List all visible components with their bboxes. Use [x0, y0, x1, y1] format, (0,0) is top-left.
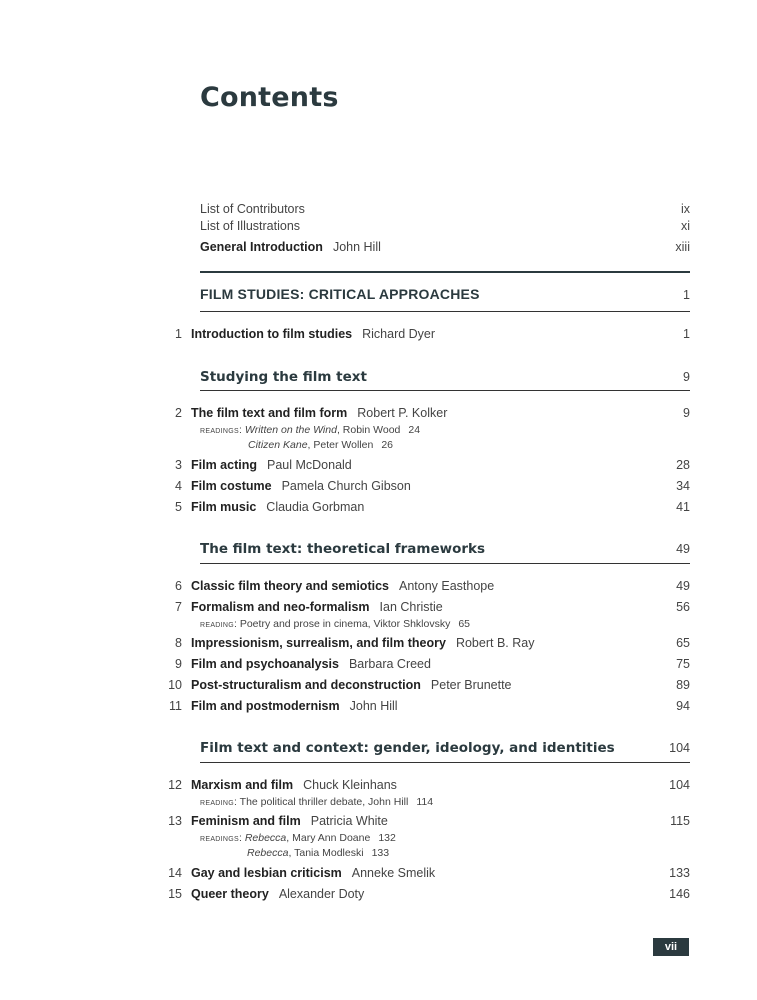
chapter-number: 15	[168, 887, 182, 901]
chapter-author: Richard Dyer	[362, 327, 436, 341]
chapter-number: 9	[175, 657, 182, 671]
readings-label: readings	[200, 832, 239, 844]
toc-entry-contributors[interactable]	[160, 202, 690, 216]
reading-author: Robin Wood	[342, 424, 401, 436]
toc-chapter-7[interactable]	[160, 600, 690, 614]
toc-chapter-2[interactable]	[160, 406, 690, 420]
toc-chapter-11[interactable]	[160, 699, 690, 713]
chapter-title: Film costume	[191, 479, 272, 493]
reading-label: reading	[200, 618, 234, 630]
reading-page-number: 132	[378, 832, 396, 844]
chapter-title: Film music	[191, 500, 257, 514]
chapter-number: 6	[175, 579, 182, 593]
part-page-number: 1	[683, 288, 690, 302]
chapter-page-number: 28	[676, 458, 690, 472]
page-title: Contents	[200, 82, 339, 113]
readings-line[interactable]: reading: The political thriller debate, John Hill 114	[200, 796, 434, 808]
toc-entry-label: List of Contributors	[200, 202, 305, 216]
chapter-page-number: 75	[676, 657, 690, 671]
section-title: The film text: theoretical frameworks	[200, 541, 486, 557]
part-rule-bottom	[200, 311, 690, 312]
toc-entry-author: John Hill	[332, 240, 381, 254]
chapter-title: Gay and lesbian criticism	[191, 866, 342, 880]
section-title: Film text and context: gender, ideology, and identities	[200, 740, 615, 756]
reading-author: Mary Ann Doane	[292, 832, 371, 844]
chapter-page-number: 94	[676, 699, 690, 713]
chapter-page-number: 146	[669, 887, 690, 901]
chapter-title: Post-structuralism and deconstruction	[191, 678, 421, 692]
reading-page-number: 26	[381, 439, 393, 451]
chapter-page-number: 65	[676, 636, 690, 650]
readings-line[interactable]: Citizen Kane, Peter Wollen 26	[248, 439, 393, 451]
chapter-title: The film text and film form	[191, 406, 348, 420]
toc-entry-label: List of Illustrations	[200, 219, 301, 233]
chapter-number: 1	[175, 327, 182, 341]
toc-chapter-10[interactable]	[160, 678, 690, 692]
chapter-author: Patricia White	[310, 814, 388, 828]
chapter-title: Impressionism, surrealism, and film theory	[191, 636, 446, 650]
chapter-number: 13	[168, 814, 182, 828]
readings-line[interactable]: readings: Rebecca, Mary Ann Doane 132	[200, 832, 396, 844]
chapter-author: Claudia Gorbman	[266, 500, 365, 514]
chapter-page-number: 34	[676, 479, 690, 493]
section-heading-theoretical-frameworks[interactable]	[200, 541, 690, 557]
chapter-author: John Hill	[349, 699, 398, 713]
chapter-author: Robert P. Kolker	[357, 406, 448, 420]
toc-chapter-9[interactable]	[160, 657, 690, 671]
chapter-title: Film and postmodernism	[191, 699, 340, 713]
chapter-page-number: 41	[676, 500, 690, 514]
chapter-title: Classic film theory and semiotics	[191, 579, 389, 593]
toc-page-number: ix	[680, 202, 690, 216]
chapter-title: Introduction to film studies	[191, 327, 353, 341]
chapter-number: 11	[169, 699, 182, 713]
chapter-author: Pamela Church Gibson	[281, 479, 411, 493]
reading-page-number: 133	[371, 847, 390, 859]
toc-entry-general-introduction[interactable]	[160, 240, 690, 254]
readings-line[interactable]: readings: Written on the Wind, Robin Wood 24	[200, 424, 421, 436]
readings-line[interactable]: Rebecca, Tania Modleski 133	[247, 847, 390, 859]
chapter-number: 4	[175, 479, 182, 493]
toc-chapter-4[interactable]	[160, 479, 690, 493]
chapter-number: 2	[175, 406, 182, 420]
chapter-author: Robert B. Ray	[455, 636, 535, 650]
section-heading-gender-ideology-identities[interactable]	[200, 740, 690, 756]
chapter-title: Film acting	[191, 458, 257, 472]
chapter-number: 12	[168, 778, 182, 792]
chapter-title: Queer theory	[191, 887, 269, 901]
chapter-author: Chuck Kleinhans	[303, 778, 397, 792]
chapter-author: Ian Christie	[379, 600, 443, 614]
readings-label: readings	[200, 424, 239, 436]
toc-chapter-14[interactable]	[160, 866, 690, 880]
chapter-page-number: 9	[683, 406, 690, 420]
reading-author: Tania Modleski	[294, 847, 364, 859]
section-rule	[200, 563, 690, 564]
chapter-number: 5	[175, 500, 182, 514]
reading-text: The political thriller debate, John Hill	[239, 796, 409, 808]
toc-chapter-13[interactable]	[160, 814, 690, 828]
chapter-author: Barbara Creed	[348, 657, 431, 671]
part-heading[interactable]	[200, 286, 690, 302]
toc-chapter-12[interactable]	[160, 778, 690, 792]
chapter-title: Film and psychoanalysis	[191, 657, 339, 671]
section-rule	[200, 390, 690, 391]
readings-line[interactable]: reading: Poetry and prose in cinema, Viktor Shklovsky 65	[200, 618, 471, 630]
section-page-number: 9	[683, 370, 690, 384]
chapter-page-number: 104	[669, 778, 690, 792]
reading-title: Citizen Kane	[248, 439, 308, 451]
chapter-page-number: 56	[676, 600, 690, 614]
chapter-number: 7	[175, 600, 182, 614]
chapter-title: Formalism and neo-formalism	[191, 600, 370, 614]
toc-chapter-5[interactable]	[160, 500, 690, 514]
section-page-number: 49	[676, 542, 690, 556]
reading-page-number: 65	[458, 618, 471, 630]
chapter-author: Antony Easthope	[399, 579, 495, 593]
section-title: Studying the film text	[200, 369, 367, 385]
chapter-page-number: 49	[676, 579, 690, 593]
toc-chapter-8[interactable]	[160, 636, 690, 650]
chapter-page-number: 1	[683, 327, 690, 341]
chapter-page-number: 115	[670, 814, 690, 828]
toc-chapter-6[interactable]	[160, 579, 690, 593]
reading-title: Rebecca	[247, 847, 289, 859]
chapter-author: Peter Brunette	[430, 678, 512, 692]
toc-chapter-3[interactable]	[160, 458, 690, 472]
toc-page-number: xiii	[675, 240, 690, 254]
chapter-page-number: 133	[669, 866, 690, 880]
chapter-page-number: 89	[676, 678, 690, 692]
reading-title: Rebecca	[244, 832, 287, 844]
reading-page-number: 24	[408, 424, 421, 436]
part-rule-top	[200, 271, 690, 273]
toc-chapter-15[interactable]	[160, 887, 690, 901]
toc-entry-illustrations[interactable]	[160, 219, 690, 233]
reading-page-number: 114	[416, 796, 434, 808]
chapter-author: Anneke Smelik	[351, 866, 436, 880]
toc-page-number: xi	[680, 219, 690, 233]
toc-entry-title: General Introduction	[200, 240, 323, 254]
reading-author: Peter Wollen	[313, 439, 374, 451]
reading-text: Poetry and prose in cinema, Viktor Shklovsky	[239, 618, 451, 630]
reading-title: Written on the Wind	[244, 424, 337, 436]
chapter-title: Marxism and film	[191, 778, 294, 792]
chapter-author: Paul McDonald	[266, 458, 352, 472]
chapter-number: 14	[168, 866, 182, 880]
chapter-number: 3	[175, 458, 182, 472]
part-title: FILM STUDIES: CRITICAL APPROACHES	[200, 286, 480, 302]
chapter-title: Feminism and film	[191, 814, 301, 828]
page-folio: vii	[653, 938, 689, 956]
chapter-number: 10	[168, 678, 182, 692]
chapter-author: Alexander Doty	[278, 887, 365, 901]
chapter-number: 8	[175, 636, 182, 650]
reading-label: reading	[200, 796, 234, 808]
section-page-number: 104	[669, 741, 690, 755]
toc-chapter-1[interactable]	[160, 327, 690, 341]
section-heading-studying-film-text[interactable]	[200, 369, 690, 385]
section-rule	[200, 762, 690, 763]
